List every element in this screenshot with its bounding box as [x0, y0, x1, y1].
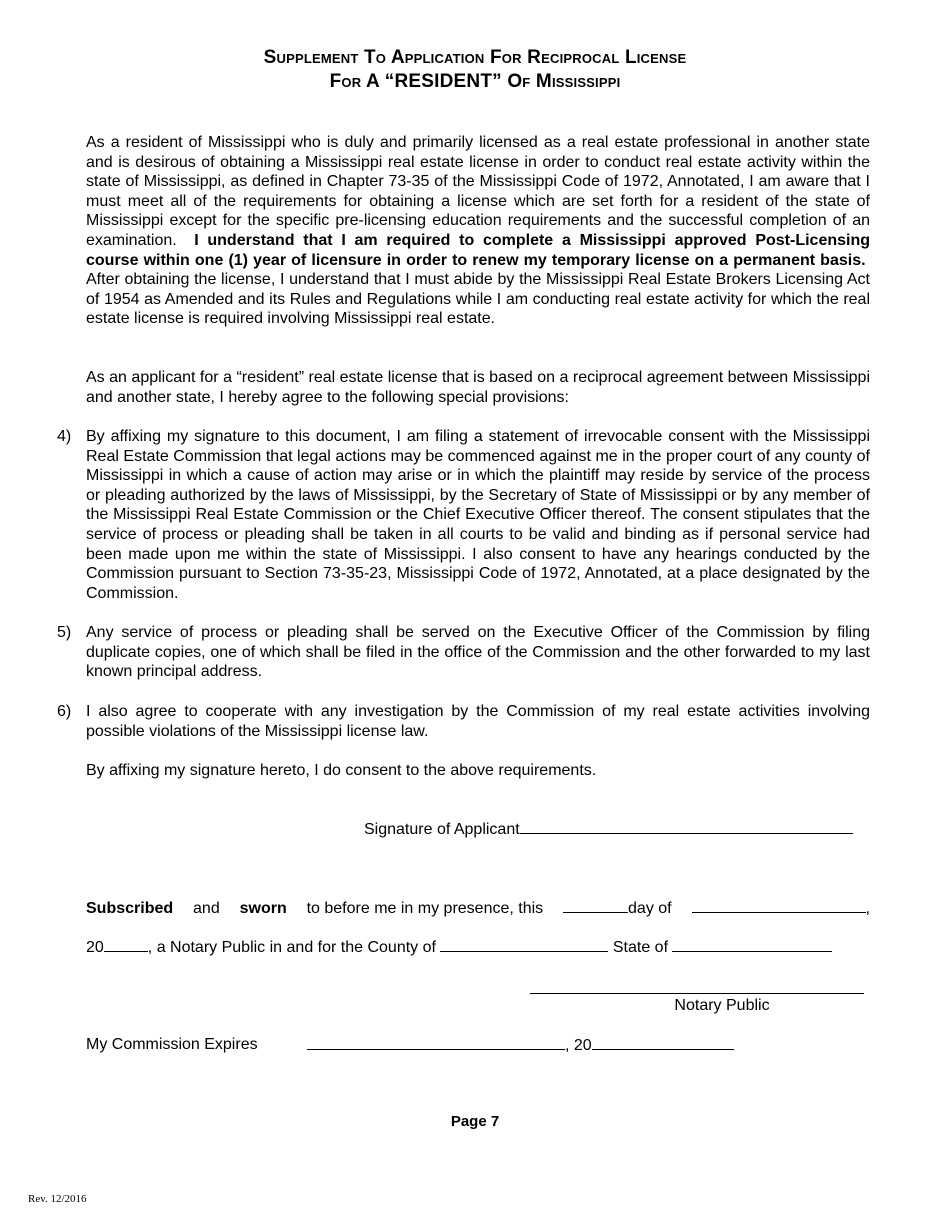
year-prefix: 20 — [86, 939, 104, 956]
signature-label: Signature of Applicant — [364, 821, 520, 838]
intro-paragraph — [86, 133, 870, 329]
sworn-phrase: to before me in my presence, this — [306, 900, 544, 917]
intro-text-2: After obtaining the license, I understand that I must abide by the Mississippi Real Estate Brokers Licensing Act of 1954 as Amended and its Rules and Regulations while I am conducting real estate activity for which the real estate license is required involving Mississippi real estate. — [86, 271, 870, 328]
signature-row — [364, 819, 853, 840]
consent-statement: By affixing my signature hereto, I do consent to the above requirements. — [86, 762, 597, 779]
title-line-1: Supplement To Application For Reciprocal License — [263, 47, 687, 68]
notary-signature-line[interactable] — [530, 993, 864, 994]
notary-county-row — [86, 937, 832, 958]
provision-text: Any service of process or pleading shall be served on the Executive Officer of the Commission by filing duplicate copies, one of which shall be filed in the office of the Commission and the other forwarded to my last known principal address. — [86, 624, 870, 681]
commission-expires-label: My Commission Expires — [86, 1036, 258, 1053]
title-line-2 — [0, 70, 950, 94]
provision-number: 5) — [57, 624, 72, 641]
signature-field[interactable] — [520, 819, 853, 834]
title-resident-word: “RESIDENT” — [384, 71, 502, 92]
sworn-word: sworn — [239, 900, 287, 917]
page-number: Page 7 — [450, 1113, 500, 1130]
expiration-date-field[interactable] — [307, 1035, 565, 1050]
provision-item — [57, 427, 870, 603]
provision-item — [57, 702, 870, 741]
year-separator: , 20 — [565, 1037, 592, 1054]
and-word: and — [193, 900, 220, 917]
revision-label: Rev. 12/2016 — [28, 1193, 87, 1205]
subscribed-word: Subscribed — [86, 900, 174, 917]
county-phrase: , a Notary Public in and for the County of — [147, 939, 436, 956]
expiration-year-field[interactable] — [592, 1035, 734, 1050]
day-of-label: day of — [628, 900, 672, 917]
year-field[interactable] — [104, 937, 148, 952]
provision-number: 6) — [57, 703, 72, 720]
intro-text-1: As a resident of Mississippi who is duly and primarily licensed as a real estate professional in another state and is desirous of obtaining a Mississippi real estate license in order to conduct real estate activity within the state of Mississippi, as defined in Chapter 73-35 of the Mississippi Code of 1972, Annotated, I am aware that I must meet all of the requirements for obtaining a license which are set forth for a resident of the state of Mississippi except for the specific pre-licensing education requirements and the successful completion of an examination. — [86, 134, 870, 249]
title-line-2-pre: For A — [329, 71, 385, 92]
provision-number: 4) — [57, 428, 72, 445]
state-field[interactable] — [672, 937, 832, 952]
notary-sworn-row — [86, 898, 870, 919]
title-line-2-post: Of Mississippi — [501, 71, 621, 92]
day-field[interactable] — [563, 898, 628, 913]
county-field[interactable] — [440, 937, 608, 952]
month-field[interactable] — [692, 898, 866, 913]
provision-text: By affixing my signature to this document, I am filing a statement of irrevocable consent with the Mississippi Real Estate Commission that legal actions may be commenced against me in the proper court of any county of Mississippi in which a cause of action may arise or in which the plaintiff may reside by service of the process or pleading authorized by the laws of Mississippi, by the Secretary of State of Mississippi or by any member of the Mississippi Real Estate Commission or the Chief Executive Officer thereof. The consent stipulates that the service of process or pleading shall be taken in all courts to be valid and binding as if personal service had been made upon me within the state of Mississippi. I also consent to have any hearings conducted by the Commission pursuant to Section 73-35-23, Mississippi Code of 1972, Annotated, at a place designated by the Commission. — [86, 428, 870, 602]
form-title — [0, 46, 950, 94]
applicant-intro-paragraph: As an applicant for a “resident” real estate license that is based on a reciprocal agreement between Mississippi and another state, I hereby agree to the following special provisions: — [86, 369, 870, 406]
notary-public-label: Notary Public — [674, 997, 770, 1014]
state-of-label: State of — [612, 939, 669, 956]
commission-expires-row — [307, 1035, 734, 1056]
comma: , — [865, 900, 870, 917]
provision-item — [57, 623, 870, 682]
intro-bold-requirement: I understand that I am required to complete a Mississippi approved Post-Licensing course within one (1) year of licensure in order to renew my temporary license on a permanent basis. — [86, 231, 871, 269]
day-group — [563, 898, 672, 919]
provision-text: I also agree to cooperate with any investigation by the Commission of my real estate activities involving possible violations of the Mississippi license law. — [86, 703, 870, 740]
month-group — [692, 898, 870, 919]
